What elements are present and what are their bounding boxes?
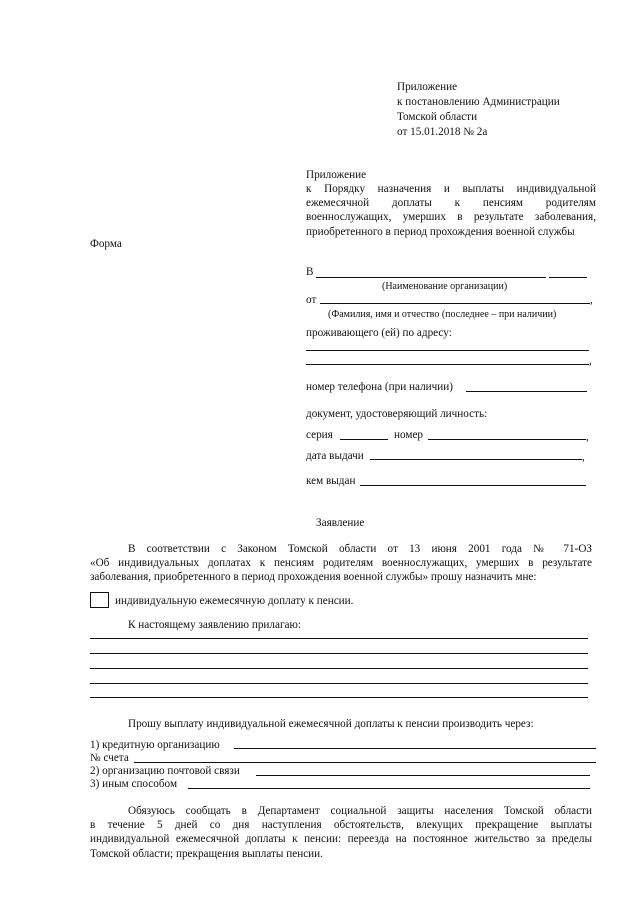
attached-line-3[interactable] (90, 668, 588, 669)
org-field[interactable] (316, 277, 546, 278)
number-label: номер (394, 429, 424, 441)
obligation-line: Обязуюсь сообщать в Департамент социальной защиты населения Томской области (128, 805, 592, 817)
org-caption: (Наименование организации) (382, 281, 508, 292)
appendix-line: ежемесячной доплаты к пенсиям родителям (306, 197, 596, 210)
statement-body (90, 542, 592, 585)
phone-field[interactable] (466, 391, 587, 392)
appendix-title: Приложение (306, 169, 367, 181)
account-field[interactable] (134, 762, 596, 763)
comma: , (586, 431, 589, 443)
payment-option-post: 2) организацию почтовой связи (90, 765, 240, 777)
attached-line-2[interactable] (90, 653, 588, 654)
from-prefix: от (306, 294, 317, 306)
comma: , (590, 294, 593, 306)
header-line: к постановлению Администрации (397, 96, 560, 108)
series-field[interactable] (340, 439, 388, 440)
issue-date-label: дата выдачи (306, 450, 364, 462)
issued-by-field[interactable] (360, 485, 586, 486)
obligation-text (90, 804, 592, 861)
name-field[interactable] (320, 303, 590, 304)
attached-label: К настоящему заявлению прилагаю: (128, 619, 301, 631)
header-line: Томской области (397, 111, 478, 123)
payment-option-other: 3) иным способом (90, 778, 178, 790)
statement-title: Заявление (316, 517, 365, 529)
appendix-text (306, 182, 596, 239)
form-label: Форма (90, 238, 122, 250)
to-prefix: В (306, 266, 314, 278)
name-caption: (Фамилия, имя и отчество (последнее – при наличии) (328, 309, 557, 320)
statement-line: заболевания, приобретенного в период прохождения военной службы» прошу назначить мне: (90, 571, 537, 584)
statement-line: В соответствии с Законом Томской области от 13 июня 2001 года № 71-ОЗ (128, 543, 592, 555)
account-label: № счета (90, 752, 129, 764)
org-field-tail[interactable] (549, 277, 587, 278)
series-label: серия (306, 429, 333, 441)
obligation-line: Томской области; прекращения выплаты пенсии. (90, 847, 323, 860)
header-line: Приложение (397, 81, 458, 93)
issue-date-field[interactable] (370, 459, 582, 460)
attached-line-5[interactable] (90, 697, 588, 698)
obligation-line: в течение 5 дней со дня наступления обстоятельств, влекущих прекращение выплаты (90, 819, 592, 832)
statement-line: «Об индивидуальных доплатах к пенсиям родителям военнослужащих, умерших в результате (90, 557, 592, 570)
appendix-line: военнослужащих, умерших в результате заболевания, (306, 211, 596, 224)
comma: , (582, 451, 585, 463)
issued-by-label: кем выдан (306, 475, 356, 487)
attached-line-4[interactable] (90, 683, 588, 684)
post-field[interactable] (256, 775, 590, 776)
checkbox-label: индивидуальную ежемесячную доплату к пенсии. (115, 595, 354, 607)
appendix-line: приобретенного в период прохождения военной службы (306, 225, 575, 238)
id-doc-label: документ, удостоверяющий личность: (306, 408, 488, 420)
header-line: от 15.01.2018 № 2а (397, 126, 488, 138)
other-field[interactable] (188, 788, 590, 789)
address-label: проживающего (ей) по адресу: (306, 327, 452, 339)
benefit-checkbox[interactable] (90, 592, 109, 608)
obligation-line: индивидуальной ежемесячной доплаты к пенсии: переезда на постоянное жительство за пределы (90, 833, 592, 846)
address-field-2[interactable] (306, 364, 589, 365)
number-field[interactable] (428, 439, 586, 440)
address-field-1[interactable] (306, 350, 589, 351)
comma: , (589, 355, 592, 367)
bank-field[interactable] (234, 748, 596, 749)
attached-line-1[interactable] (90, 638, 588, 639)
payment-intro: Прошу выплату индивидуальной ежемесячной доплаты к пенсии производить через: (128, 718, 534, 730)
appendix-line: к Порядку назначения и выплаты индивидуальной (306, 183, 596, 195)
payment-option-bank: 1) кредитную организацию (90, 739, 220, 751)
phone-label: номер телефона (при наличии) (306, 381, 453, 393)
